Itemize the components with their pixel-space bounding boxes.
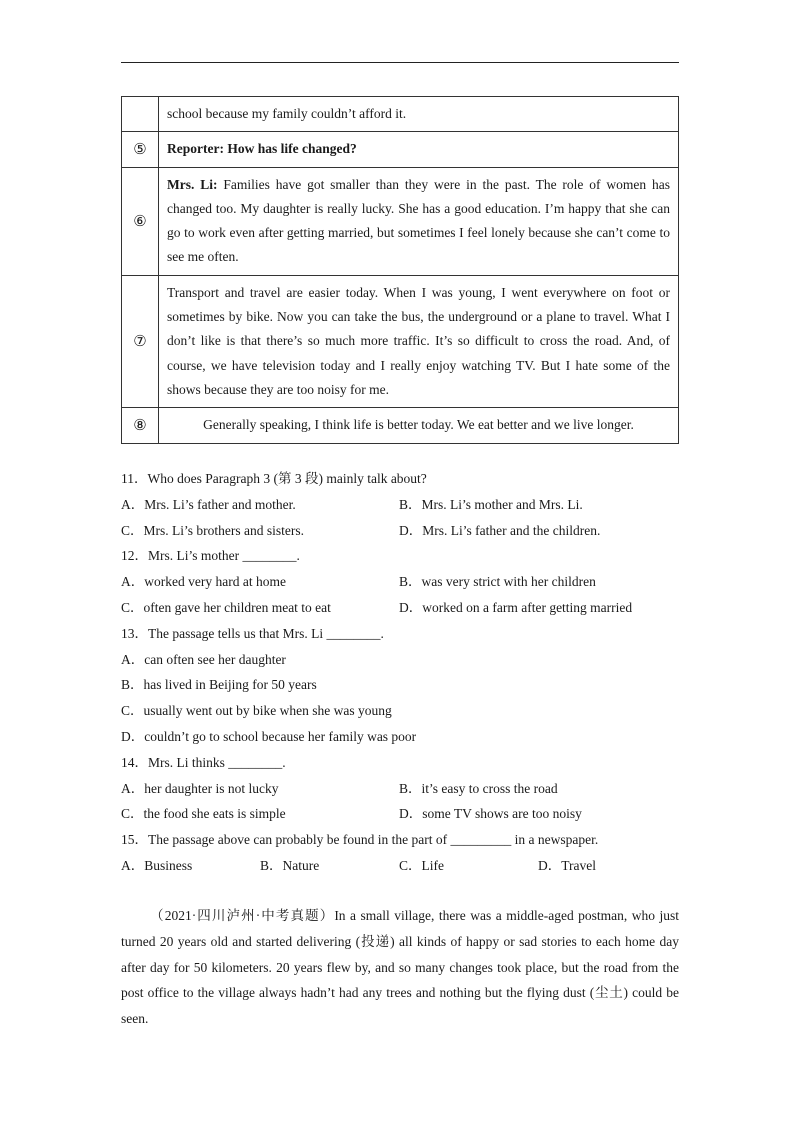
row-text (159, 408, 679, 443)
row-number: ⑤ (122, 132, 159, 167)
option-d[interactable]: D．couldn’t go to school because her family was poor (121, 728, 417, 744)
options-row (121, 801, 681, 827)
option-d[interactable]: D．some TV shows are too noisy (399, 806, 582, 822)
options-row (121, 595, 681, 621)
row-body: school because my family couldn’t afford it. (167, 106, 407, 121)
row-number: ⑥ (122, 167, 159, 275)
question-stem: 12．Mrs. Li’s mother ________. (121, 548, 300, 564)
question-stem: 11．Who does Paragraph 3 (第 3 段) mainly talk about? (121, 471, 427, 486)
table-row (122, 132, 679, 167)
table-row (122, 167, 679, 275)
row-body: Reporter: How has life changed? (167, 141, 357, 157)
next-passage (121, 903, 679, 1032)
reading-table (121, 96, 679, 444)
question-stem: 13．The passage tells us that Mrs. Li ________. (121, 625, 384, 641)
option-a[interactable]: A．Business (121, 857, 193, 873)
option-a[interactable]: A．Mrs. Li’s father and mother. (121, 496, 296, 512)
table-row (122, 97, 679, 132)
speaker-label: Mrs. Li: (167, 176, 218, 192)
option-a[interactable]: A．worked very hard at home (121, 574, 286, 590)
row-body: Transport and travel are easier today. When I was young, I went everywhere on foot or sometimes by bike. Now you can take the bus, the underground or a plane to travel. What I don’t like is that there’s so much more traffic. It’s so difficult to cross the road. And, of course, we have television today and I really enjoy watching TV. But I hate some of the shows because they are too noisy for me. (167, 284, 670, 397)
row-text (159, 275, 679, 407)
row-text (159, 97, 679, 132)
question-stem: 15．The passage above can probably be found in the part of _________ in a newspaper. (121, 832, 599, 848)
option-d[interactable]: D．Travel (538, 857, 597, 873)
option-c[interactable]: C．Mrs. Li’s brothers and sisters. (121, 522, 304, 538)
options-row (121, 492, 681, 518)
options-row (121, 569, 681, 595)
options-row (121, 518, 681, 544)
table-row (122, 408, 679, 443)
option-b[interactable]: B．Nature (260, 857, 320, 873)
question-14 (121, 750, 681, 776)
question-12 (121, 543, 681, 569)
question-15 (121, 827, 681, 853)
row-number (122, 97, 159, 132)
header-rule (121, 62, 679, 63)
option-a[interactable]: A．can often see her daughter (121, 651, 286, 667)
options-row (121, 776, 681, 802)
row-text (159, 132, 679, 167)
question-13 (121, 621, 681, 647)
option-b[interactable]: B．Mrs. Li’s mother and Mrs. Li. (399, 496, 583, 512)
question-stem: 14．Mrs. Li thinks ________. (121, 754, 286, 770)
row-body: Families have got smaller than they were in the past. The role of women has changed too. My daughter is really lucky. She has a good education. I’m happy that she can go to work even after getting married, but sometimes I feel lonely because she can’t come to see me often. (167, 176, 670, 265)
options-row (121, 647, 681, 673)
row-text (159, 167, 679, 275)
option-c[interactable]: C．often gave her children meat to eat (121, 599, 331, 615)
row-number: ⑧ (122, 408, 159, 443)
option-b[interactable]: B．was very strict with her children (399, 574, 596, 590)
options-row (121, 724, 681, 750)
row-number: ⑦ (122, 275, 159, 407)
options-row (121, 853, 681, 879)
option-c[interactable]: C．usually went out by bike when she was young (121, 703, 392, 719)
option-b[interactable]: B．has lived in Beijing for 50 years (121, 677, 317, 693)
question-11 (121, 466, 681, 492)
options-row (121, 672, 681, 698)
passage-text: （2021·四川泸州·中考真题）In a small village, there was a middle-aged postman, who just turned 20 years old and started delivering (投递) all kinds of happy or sad stories to each home day after day for 50 kilometers. 20 years flew by, and so many changes took place, but the road from the post office to the village always hadn’t had any trees and nothing but the flying dust (尘土) could be seen. (121, 908, 679, 1027)
option-c[interactable]: C．the food she eats is simple (121, 806, 286, 822)
option-b[interactable]: B．it’s easy to cross the road (399, 780, 558, 796)
row-body: Generally speaking, I think life is better today. We eat better and we live longer. (203, 417, 634, 433)
table-row (122, 275, 679, 407)
option-d[interactable]: D．Mrs. Li’s father and the children. (399, 522, 601, 538)
option-a[interactable]: A．her daughter is not lucky (121, 780, 279, 796)
option-c[interactable]: C．Life (399, 857, 444, 873)
options-row (121, 698, 681, 724)
option-d[interactable]: D．worked on a farm after getting married (399, 599, 633, 615)
questions-section (121, 466, 681, 879)
